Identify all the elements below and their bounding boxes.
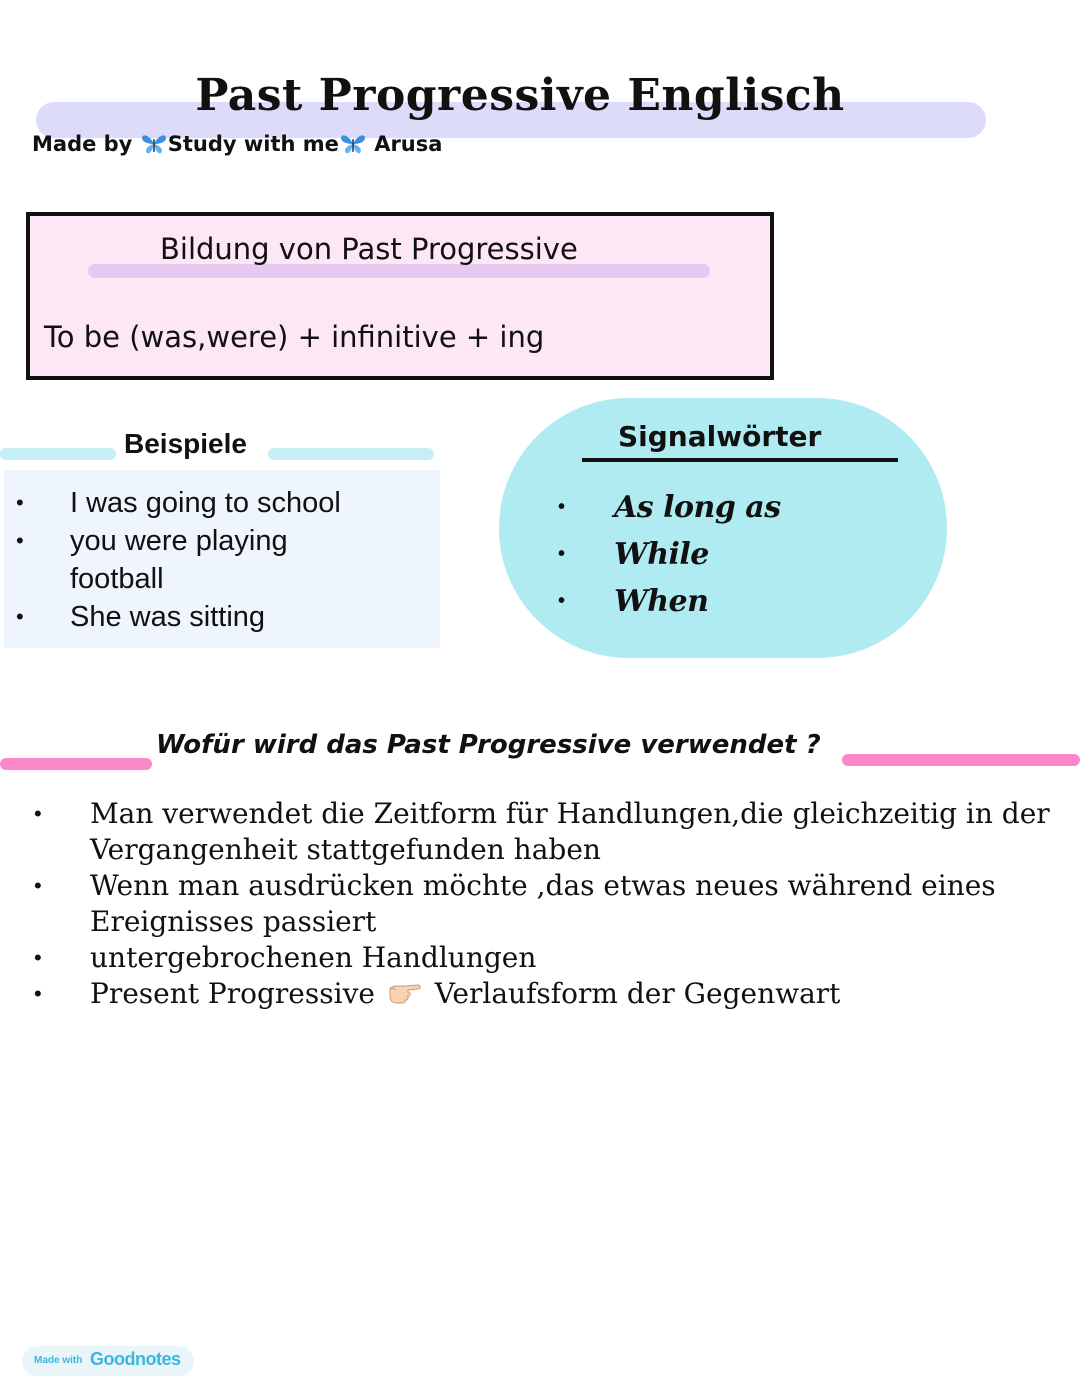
page-title: Past Progressive Englisch bbox=[195, 70, 845, 121]
list-item: • When bbox=[556, 578, 781, 625]
butterfly-icon bbox=[140, 133, 168, 155]
beispiele-list bbox=[0, 484, 440, 636]
beispiele-title: Beispiele bbox=[124, 428, 247, 459]
bildung-title-highlight bbox=[88, 264, 710, 278]
signal-underline bbox=[582, 458, 898, 462]
beispiele-accent-left bbox=[0, 448, 116, 460]
byline-study: Study with me bbox=[167, 132, 339, 156]
goodnotes-logo: Goodnotes bbox=[90, 1349, 181, 1369]
wofuer-accent-left bbox=[0, 758, 152, 770]
list-item: • While bbox=[556, 531, 781, 578]
list-item: • untergebrochenen Handlungen bbox=[0, 940, 1060, 976]
bildung-title: Bildung von Past Progressive bbox=[160, 232, 578, 266]
list-item: • I was going to school bbox=[0, 484, 440, 522]
list-item: • Wenn man ausdrücken möchte ,das etwas neues während eines Ereignisses passiert bbox=[0, 868, 1060, 940]
list-item: • you were playing football bbox=[0, 522, 320, 598]
pointing-hand-icon bbox=[388, 981, 422, 1005]
list-item: • As long as bbox=[556, 484, 781, 531]
signal-list bbox=[556, 484, 781, 625]
beispiele-accent-right bbox=[268, 448, 434, 460]
byline-prefix: Made by bbox=[32, 132, 133, 156]
list-item: • She was sitting bbox=[0, 598, 440, 636]
list-item-text: Verlaufsform der Gegenwart bbox=[434, 977, 841, 1010]
list-item bbox=[0, 976, 1060, 1012]
byline-author: Arusa bbox=[374, 132, 443, 156]
wofuer-title: Wofür wird das Past Progressive verwendet ? bbox=[156, 730, 821, 760]
bildung-formula: To be (was,were) + infinitive + ing bbox=[44, 320, 545, 354]
wofuer-accent-right bbox=[842, 754, 1080, 766]
list-item-text: Present Progressive bbox=[90, 977, 375, 1010]
butterfly-icon bbox=[339, 133, 367, 155]
wofuer-list bbox=[0, 796, 1060, 1012]
signal-title: Signalwörter bbox=[618, 420, 822, 453]
list-item: • Man verwendet die Zeitform für Handlungen,die gleichzeitig in der Vergangenheit stattgefunden haben bbox=[0, 796, 1060, 868]
byline bbox=[32, 132, 442, 156]
made-with-label: Made with bbox=[34, 1355, 83, 1366]
